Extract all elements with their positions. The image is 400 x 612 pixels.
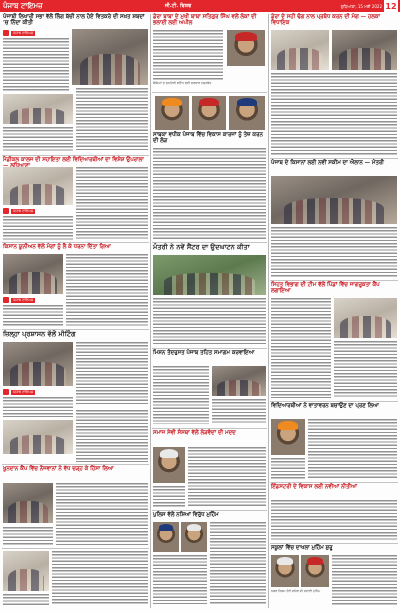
- portrait-photo: [153, 447, 185, 483]
- news-photo: [3, 551, 49, 591]
- section-divider: [270, 482, 398, 483]
- section-divider: [270, 543, 398, 544]
- article-text: [153, 366, 209, 424]
- byline-tag: ਪੰਜਾਬ ਟਾਇਮਜ਼: [13, 30, 34, 35]
- section-divider: [152, 510, 267, 511]
- news-photo: [3, 420, 73, 454]
- article-text: [66, 254, 148, 326]
- article-text: [212, 399, 266, 424]
- section-divider: [270, 401, 398, 402]
- article-text: [153, 298, 266, 346]
- news-photo: [153, 255, 266, 295]
- headline-6: ਬੱਚਿਆਂ ਦੇ ਸੁਨਹਿਰੀ ਭਵਿੱਖ ਲਈ ਸਰਕਾਰ ਵਚਨਬੱਧ: [153, 81, 212, 85]
- headline-11: ਜ਼ਿਲ੍ਹਾ ਪ੍ਰਸ਼ਾਸਨ ਵੱਲੋਂ ਮੀਟਿੰਗ: [3, 330, 76, 338]
- headline-14: ਖੂਨਦਾਨ ਕੈਂਪ ਵਿੱਚ ਨੌਜਵਾਨਾਂ ਨੇ ਵੱਧ ਚੜ੍ਹ ਕੇ ਹਿੱਸਾ ਲਿਆ: [3, 466, 114, 472]
- news-photo: [3, 254, 63, 294]
- byline-camera-icon: [3, 389, 9, 395]
- byline-camera-icon: [3, 208, 9, 214]
- article-text: [3, 38, 69, 92]
- news-photo: [3, 167, 73, 205]
- section-divider: [2, 155, 149, 156]
- date-line: ਲੁਧਿਆਣਾ, 15 ਮਈ 2022: [340, 3, 382, 9]
- article-text: [153, 555, 207, 604]
- news-photo: [271, 176, 397, 224]
- paper-title: ਪੰਜਾਬ ਟਾਇਮਜ਼: [3, 1, 43, 10]
- byline: [3, 389, 35, 395]
- portrait-photo: [153, 522, 179, 552]
- news-photo: [332, 30, 397, 70]
- article-text: [332, 555, 397, 605]
- byline-tag: ਪੰਜਾਬ ਟਾਇਮਜ਼: [13, 389, 34, 394]
- article-text: [308, 419, 397, 479]
- article-text: [271, 500, 397, 540]
- article-text: [3, 127, 73, 152]
- headline-9: ਕਿਸਾਨ ਯੂਨੀਅਨ ਵੱਲੋਂ ਮੰਗਾਂ ਨੂੰ ਲੈ ਕੇ ਧਰਨਾ ਦਿੱਤਾ ਗਿਆ: [3, 244, 111, 250]
- headline-4: ਮੈਡੀਕਲ ਕਾਲਜ ਦੀ ਸਹਾਇਤਾ ਲਈ ਵਿਦਿਆਰਥੀਆਂ ਦਾ ਵਿਸ਼ੇਸ਼ ਉਪਰਾਲਾ: [3, 157, 144, 163]
- byline-tag: ਪੰਜਾਬ ਟਾਇਮਜ਼: [13, 208, 34, 213]
- headline-18: ਸਕੂਲਾਂ ਵਿੱਚ ਦਾਖਲਾ ਮੁਹਿੰਮ ਸ਼ੁਰੂ: [271, 545, 333, 551]
- article-text: [3, 594, 49, 606]
- article-text: [3, 527, 53, 545]
- article-text: [153, 486, 185, 507]
- headline-1: ਪੰਜਾਬੀ ਲਿਖਾਰੀ ਸਭਾ ਵੱਲੋਂ ਲਿੰਗ ਬੱਚੀ ਨਾਲ ਹੋਏ ਵਿਤਕਰੇ ਦੀ ਸਖ਼ਤ ਸ਼ਬਦਾਂ ’ਚ ਨਿੰਦਾ ਕੀਤੀ: [3, 14, 145, 27]
- article-text: [188, 447, 266, 507]
- portrait-photo: [229, 96, 265, 130]
- article-text: [76, 410, 148, 462]
- article-text: [334, 341, 397, 398]
- article-text: [76, 342, 148, 406]
- portrait-photo: [192, 96, 226, 130]
- masthead: [0, 0, 400, 12]
- news-photo: [72, 29, 148, 85]
- portrait-photo: [271, 555, 299, 587]
- news-photo: [271, 30, 329, 70]
- article-text: [76, 167, 148, 239]
- article-text: [271, 73, 397, 155]
- section-divider: [2, 464, 149, 465]
- article-text: [271, 227, 397, 277]
- byline: [3, 30, 35, 36]
- column-divider: [268, 14, 269, 608]
- column-divider: [150, 14, 151, 608]
- headline-12: ਮਿਸ਼ਨ ਤੰਦਰੁਸਤ ਪੰਜਾਬ ਤਹਿਤ ਸਮਾਗਮ ਕਰਵਾਇਆ: [153, 350, 255, 356]
- byline: [3, 297, 35, 303]
- article-text: [271, 298, 331, 398]
- portrait-photo: [271, 419, 305, 455]
- news-photo: [3, 342, 73, 386]
- section-divider: [270, 158, 398, 159]
- news-photo: [334, 298, 397, 338]
- news-photo: [3, 483, 53, 523]
- headline-10: ਮੰਤਰੀ ਨੇ ਨਵੇਂ ਸੈਂਟਰ ਦਾ ਉਦਘਾਟਨ ਕੀਤਾ: [153, 243, 250, 251]
- headline-15: ਸਮਾਜ ਸੇਵੀ ਸੰਸਥਾ ਵੱਲੋਂ ਲੋੜਵੰਦਾਂ ਦੀ ਮਦਦ: [153, 430, 236, 436]
- byline-camera-icon: [3, 30, 9, 36]
- section-divider: [2, 548, 149, 549]
- article-text: [271, 458, 305, 479]
- headline-17: ਪੁਲਿਸ ਵੱਲੋਂ ਨਸ਼ਿਆਂ ਵਿਰੁੱਧ ਮੁਹਿੰਮ: [153, 512, 219, 518]
- section-divider: [152, 428, 267, 429]
- page-number: 12: [385, 1, 397, 11]
- headline-13: ਵਿਦਿਆਰਥੀਆਂ ਨੇ ਵਾਤਾਵਰਨ ਬਚਾਉਣ ਦਾ ਪ੍ਰਣ ਲਿਆ: [271, 403, 379, 409]
- headline-2: ਡੇਰਾ ਬਾਬਾ ਦੇ ਮੁਖੀ ਬਾਬਾ ਸਤਿਗੁਰ ਸਿੰਘ ਵਲੋਂ ਲੋਕਾਂ ਦੀ ਭਲਾਈ ਲਈ ਅਪੀਲ: [153, 14, 257, 27]
- headline-5: ਸਾਬਕਾ ਵਧੀਕ ਪੰਜਾਬ ਵਿੱਚ ਵਿਕਾਸ ਕਾਰਜਾਂ ਨੂੰ ਤੇਜ਼ ਕਰਨ ਦੀ ਲੋੜ: [153, 132, 263, 145]
- byline: [3, 208, 35, 214]
- portrait-photo: [227, 30, 265, 66]
- section-divider: [152, 348, 267, 349]
- headline-16: ਇੰਡਸਟਰੀ ਦੇ ਵਿਕਾਸ ਲਈ ਨਵੀਆਂ ਨੀਤੀਆਂ: [271, 484, 357, 490]
- headline-7: ਪੰਜਾਬ ਦੇ ਕਿਸਾਨਾਂ ਲਈ ਨਵੀਂ ਸਕੀਮ ਦਾ ਐਲਾਨ — ਮੰਤਰੀ: [271, 160, 384, 166]
- news-photo: [212, 366, 266, 396]
- article-text: [153, 148, 266, 240]
- portrait-photo: [181, 522, 207, 552]
- article-text: [52, 551, 148, 605]
- article-text: [76, 88, 148, 152]
- news-photo: [3, 94, 73, 124]
- byline-tag: ਪੰਜਾਬ ਟਾਇਮਜ਼: [13, 297, 34, 302]
- article-text: [3, 305, 63, 327]
- section-label: ਜੀ.ਟੀ. ਵਿਸ਼ਵ: [165, 3, 192, 9]
- article-text: [210, 522, 266, 604]
- article-text: [56, 483, 148, 545]
- byline-camera-icon: [3, 297, 9, 303]
- section-divider: [270, 280, 398, 281]
- portrait-photo: [301, 555, 329, 587]
- section-divider: [2, 242, 149, 243]
- headline-19: ਨਗਰ ਨਿਗਮ ਵੱਲੋਂ ਸ਼ਹਿਰ ਦੀ ਸਫ਼ਾਈ ਮੁਹਿੰਮ: [271, 589, 321, 593]
- article-text: [3, 216, 73, 240]
- article-text: [153, 30, 223, 80]
- portrait-photo: [155, 96, 189, 130]
- article-text: [3, 397, 73, 417]
- headline-3: ਡੇਰਾ ਦੇ ਸਹੀ ਢੰਗ ਨਾਲ ਪ੍ਰਬੰਧ ਕਰਨ ਦੀ ਮੰਗ — ਹਲਕਾ ਵਿਧਾਇਕ: [271, 14, 381, 27]
- section-divider: [152, 92, 267, 93]
- headline-8: ਸਿਹਤ ਵਿਭਾਗ ਦੀ ਟੀਮ ਵੱਲੋਂ ਪਿੰਡਾਂ ਵਿੱਚ ਜਾਗਰੂਕਤਾ ਕੈਂਪ ਲਗਾਇਆ: [271, 282, 380, 295]
